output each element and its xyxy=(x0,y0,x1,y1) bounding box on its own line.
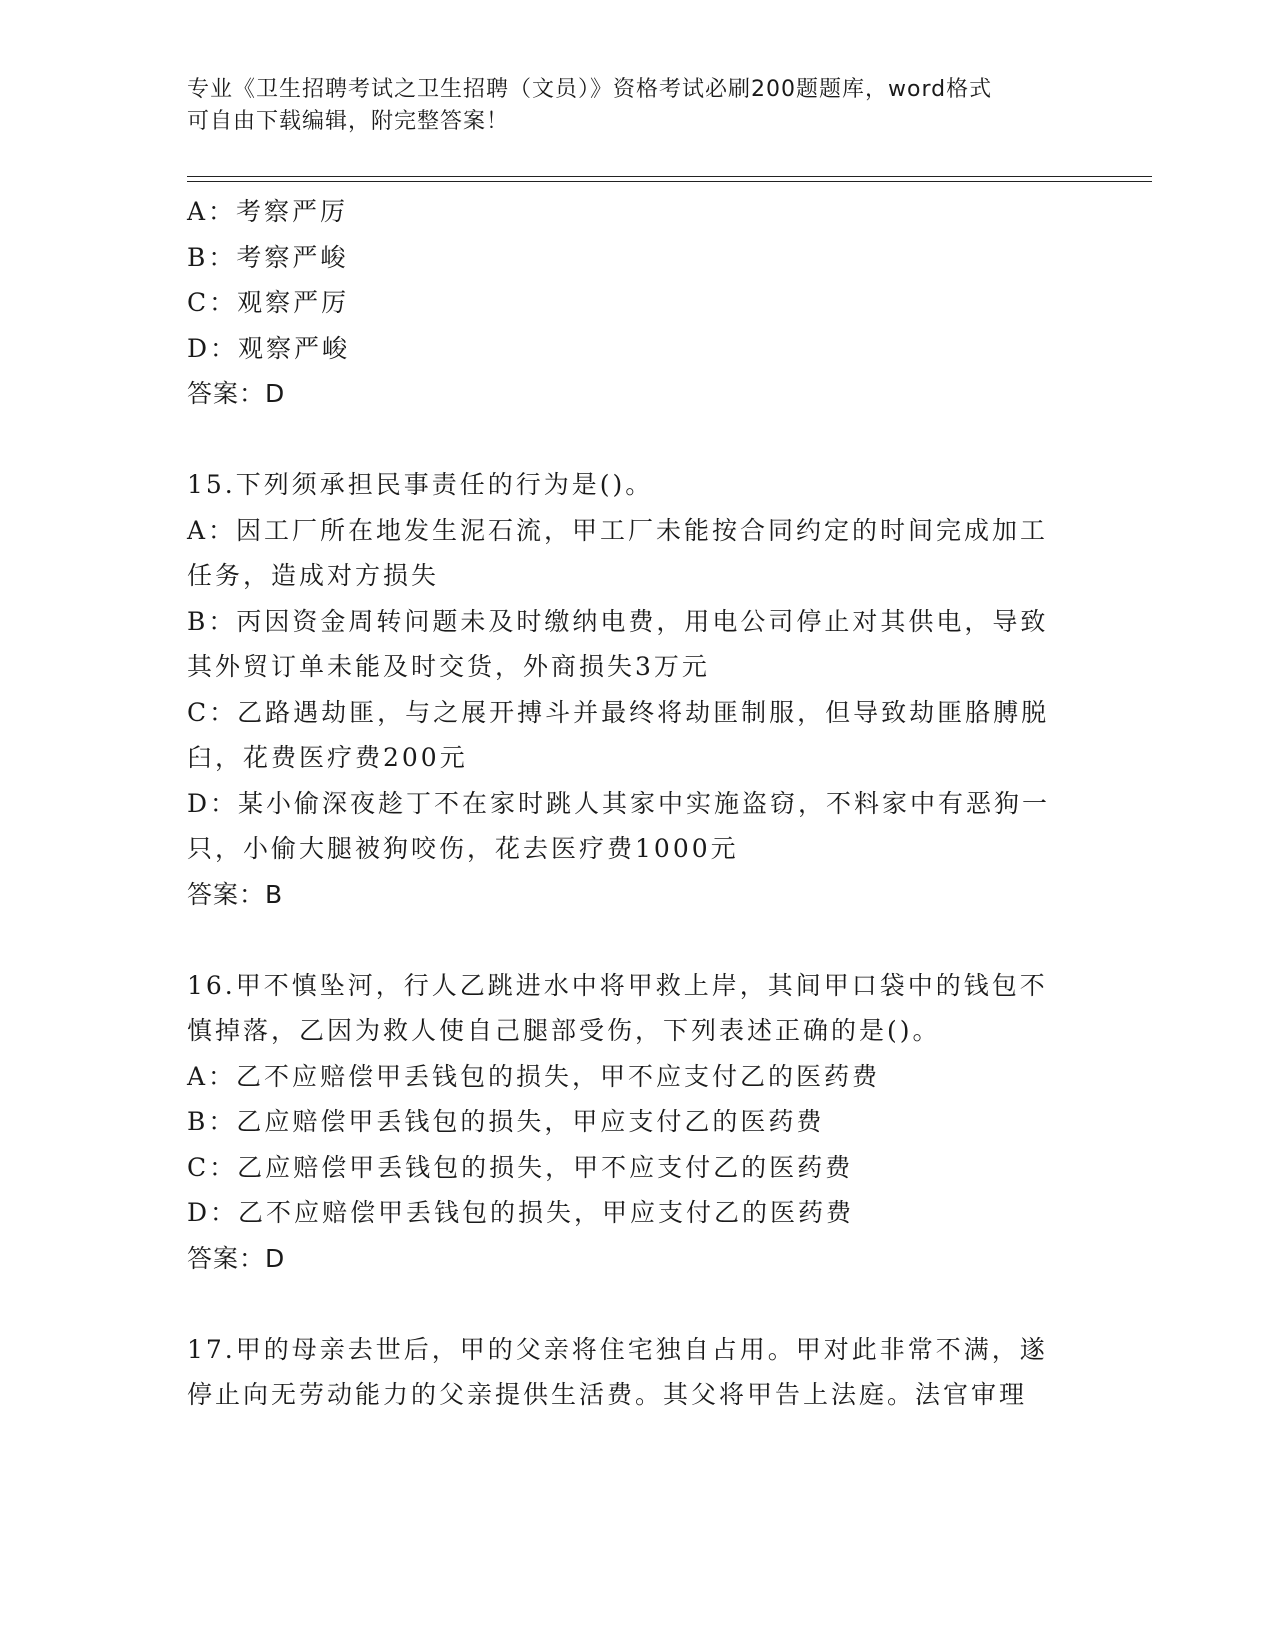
option-c-continued: 臼，花费医疗费200元 xyxy=(187,743,468,772)
option-b-continued: 其外贸订单未能及时交货，外商损失3万元 xyxy=(187,652,710,681)
option-d: D：某小偷深夜趁丁不在家时跳人其家中实施盗窃，不料家中有恶狗一 xyxy=(187,788,1051,818)
question-stem-continued: 停止向无劳动能力的父亲提供生活费。其父将甲告上法庭。法官审理 xyxy=(187,1380,1028,1409)
document-header xyxy=(187,74,1067,138)
option-d-continued: 只，小偷大腿被狗咬伤，花去医疗费1000元 xyxy=(187,834,739,863)
option-a-continued: 任务，造成对方损失 xyxy=(187,561,440,590)
option-d: D：乙不应赔偿甲丢钱包的损失，甲应支付乙的医药费 xyxy=(187,1198,855,1227)
answer-line: 答案：D xyxy=(187,1243,286,1273)
option-c: C：乙路遇劫匪，与之展开搏斗并最终将劫匪制服，但导致劫匪胳膊脱 xyxy=(187,697,1050,727)
answer-line: 答案：D xyxy=(187,379,286,408)
question-list xyxy=(187,189,1077,1418)
option-d: D：观察严峻 xyxy=(187,333,351,363)
spacer xyxy=(187,917,1077,963)
spacer xyxy=(187,1281,1077,1327)
header-line-1: 专业《卫生招聘考试之卫生招聘（文员）》资格考试必刷200题题库，word格式 xyxy=(187,77,993,102)
option-a: A：因工厂所在地发生泥石流，甲工厂未能按合同约定的时间完成加工 xyxy=(187,515,1049,545)
question-16 xyxy=(187,963,1077,1282)
question-17 xyxy=(187,1327,1077,1418)
question-stem: 17.甲的母亲去世后，甲的父亲将住宅独自占用。甲对此非常不满，遂 xyxy=(187,1334,1048,1364)
header-divider-top xyxy=(187,176,1152,177)
option-a: A：乙不应赔偿甲丢钱包的损失，甲不应支付乙的医药费 xyxy=(187,1061,881,1091)
question-stem-continued: 慎掉落，乙因为救人使自己腿部受伤，下列表述正确的是()。 xyxy=(187,1016,941,1045)
option-b: B：乙应赔偿甲丢钱包的损失，甲应支付乙的医药费 xyxy=(187,1107,825,1136)
answer-line: 答案：B xyxy=(187,879,284,909)
question-stem: 15.下列须承担民事责任的行为是()。 xyxy=(187,470,654,499)
question-14 xyxy=(187,189,1077,417)
question-15 xyxy=(187,462,1077,917)
spacer xyxy=(187,417,1077,463)
option-b: B：考察严峻 xyxy=(187,242,349,272)
question-stem: 16.甲不慎坠河，行人乙跳进水中将甲救上岸，其间甲口袋中的钱包不 xyxy=(187,970,1048,1000)
option-c: C：观察严厉 xyxy=(187,288,350,317)
option-a: A：考察严厉 xyxy=(187,197,349,226)
header-divider-bottom xyxy=(187,181,1152,182)
header-line-2: 可自由下载编辑，附完整答案！ xyxy=(187,109,510,134)
option-c: C：乙应赔偿甲丢钱包的损失，甲不应支付乙的医药费 xyxy=(187,1152,854,1182)
option-b: B：丙因资金周转问题未及时缴纳电费，用电公司停止对其供电，导致 xyxy=(187,606,1049,636)
